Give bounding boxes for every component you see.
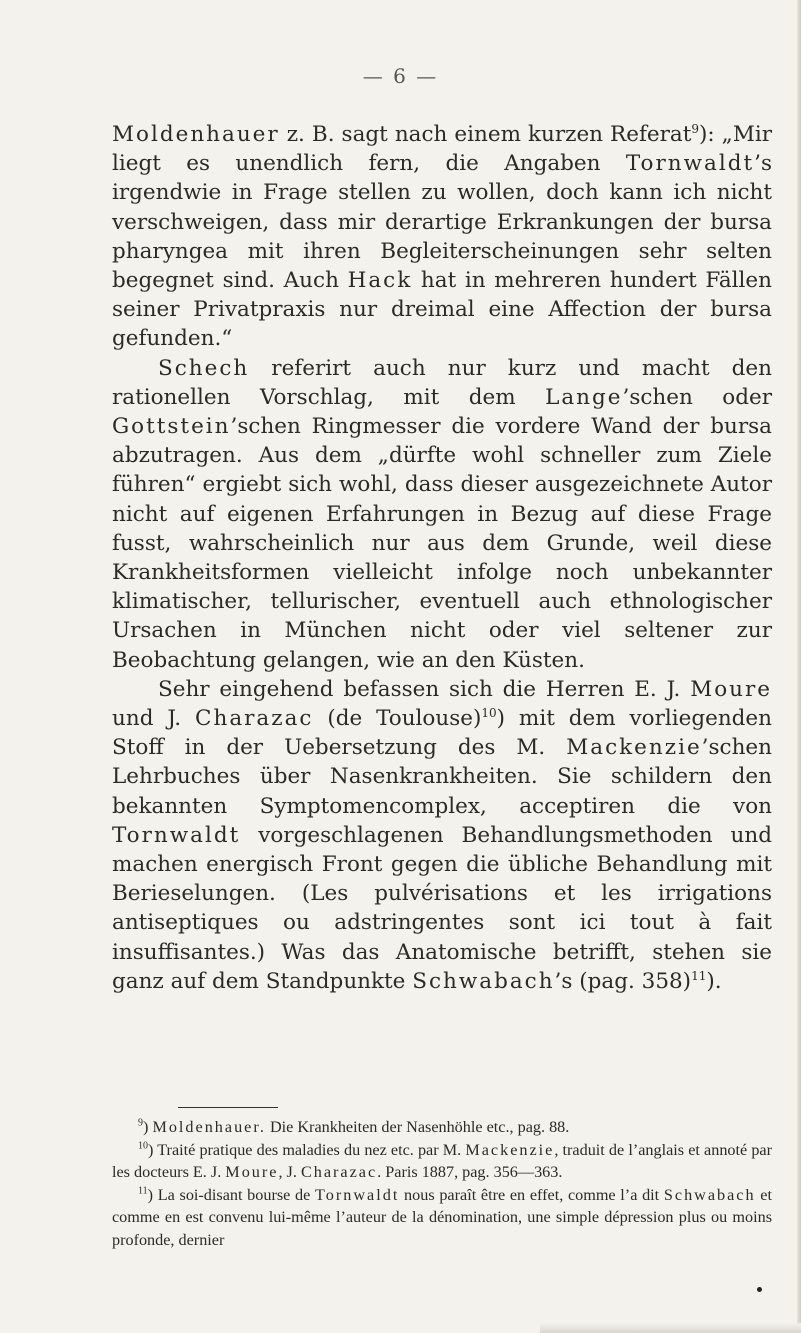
author-name: Charazac <box>300 1163 378 1181</box>
text-span: et comme en est convenu lui-même l’auteur de la dénomination, une simple dépression plus ou moins profonde, dernier <box>112 1185 772 1249</box>
text-span: ’schen Lehrbuches über Nasenkrankheiten. Sie schildern den bekannten Symptomencomplex, acceptiren die von <box>112 735 772 819</box>
author-name: Charazac <box>195 706 314 732</box>
ink-speck <box>757 1287 762 1292</box>
footnote-number: 10 <box>138 1140 148 1152</box>
author-name: Mackenzie <box>465 1140 555 1159</box>
author-name: Moldenhauer <box>112 122 280 147</box>
author-name: Tornwaldt <box>625 151 755 177</box>
text-span: ’schen Ringmesser die vordere Wand der bursa abzutragen. Aus dem „dürfte wohl schneller zum Ziele führen“ ergiebt sich wohl, dass dieser ausgezeichnete Autor nicht auf eigenen Erfahrungen in Bezug auf diese Frage fusst, wahrscheinlich nur aus dem Grunde, weil diese Krankheitsformen vielleicht infolge noch unbekannter klimatischer, tellurischer, eventuell auch ethnologischer Ursachen in München nicht oder viel seltener zur Beobachtung gelangen, wie an den Küsten. <box>112 414 772 673</box>
paragraph-3 <box>112 675 772 996</box>
text-span: , J. <box>278 1163 301 1181</box>
author-name: Moure <box>225 1163 279 1181</box>
text-span: . Paris 1887, pag. 356—363. <box>377 1163 563 1181</box>
text-span: , traduit de l’anglais et annoté par les docteurs E. J. <box>112 1140 772 1181</box>
author-name: Lange <box>545 384 623 410</box>
text-span: Traité pratique des maladies du nez etc. par M. <box>153 1140 466 1159</box>
footnote-number: 11 <box>138 1185 148 1197</box>
footnote-10: $^{10}$) Traité pratique des maladies du nez etc. par M. Mackenzie, traduit de l’anglais et annoté par les docteurs E. J. Moure, J. Charazac. Paris 1887, pag. 356—363. <box>112 1140 772 1181</box>
author-name: Gottstein <box>112 414 231 440</box>
text-span: vorgeschlagenen Behandlungsmethoden und machen energisch Front gegen die übliche Behandlung mit Berieselungen. (Les pulvérisations et les irrigations antiseptiques ou adstringentes sont ici tout à fait insuffisantes.) Was das Anatomische betrifft, stehen sie ganz auf dem Standpunkte <box>112 822 772 994</box>
text-span: Die Krankheiten der Nasenhöhle etc., pag. 88. <box>265 1118 570 1136</box>
footnote-number: 9 <box>138 1117 143 1129</box>
author-name: Mackenzie <box>566 735 702 761</box>
author-name: Hack <box>347 268 413 294</box>
author-name: Moldenhauer. <box>152 1118 266 1136</box>
text-span: und J. <box>112 706 196 732</box>
page-number: — 6 — <box>362 64 439 88</box>
footnotes <box>112 1116 772 1251</box>
footnote-divider <box>178 1107 278 1108</box>
page-edge-shadow <box>797 0 801 1333</box>
author-name: Schwabach <box>663 1185 756 1204</box>
text-span: nous paraît être en effet, comme l’a dit <box>399 1185 664 1204</box>
footnote-11: $^{11}$) La soi-disant bourse de Tornwaldt nous paraît être en effet, comme l’a dit Schwabach et comme en est convenu lui-même l’auteur de la dénomination, une simple dépression plus ou moins profonde, dernier <box>112 1185 772 1249</box>
text-span: (de Toulouse) <box>313 706 482 732</box>
text-span: ’s (pag. 358) <box>554 968 692 994</box>
footnote-ref: 9 <box>691 121 700 136</box>
text-span: ): „Mir liegt es unendlich fern, die Angaben <box>112 122 772 177</box>
footnote-ref: 10 <box>481 705 497 720</box>
text-span: z. B. sagt nach einem kurzen Referat <box>279 122 692 147</box>
text-span: ). <box>706 968 722 994</box>
author-name: Schech <box>158 355 250 381</box>
footnote-9: $^9$) Moldenhauer. Die Krankheiten der Nasenhöhle etc., pag. 88. <box>138 1117 570 1136</box>
text-span: ) mit dem vorliegenden Stoff in der Uebersetzung des M. <box>112 706 772 761</box>
author-name: Moure <box>690 676 772 702</box>
author-name: Schwabach <box>412 968 555 994</box>
author-name: Tornwaldt <box>315 1185 400 1204</box>
text-span: referirt auch nur kurz und macht den rationellen Vorschlag, mit dem <box>112 355 772 410</box>
page-bottom-shadow <box>540 1323 801 1333</box>
author-name: Tornwaldt <box>112 822 241 848</box>
text-span: ’s irgendwie in Frage stellen zu wollen, doch kann ich nicht verschweigen, dass mir derartige Erkrankungen der bursa pharyngea mit ihren Begleiterscheinungen sehr selten begegnet sind. Auch <box>112 151 772 294</box>
text-span: Sehr eingehend befassen sich die Herren E. J. <box>158 676 691 702</box>
main-text <box>112 120 772 996</box>
paragraph-1 <box>112 120 772 354</box>
footnote-ref: 11 <box>691 968 707 983</box>
text-span: hat in mehreren hundert Fällen seiner Privatpraxis nur dreimal eine Affection der bursa gefunden.“ <box>112 268 772 352</box>
text-span: La soi-disant bourse de <box>153 1185 316 1204</box>
text-span: ’schen oder <box>622 384 772 410</box>
paragraph-2 <box>112 354 772 675</box>
